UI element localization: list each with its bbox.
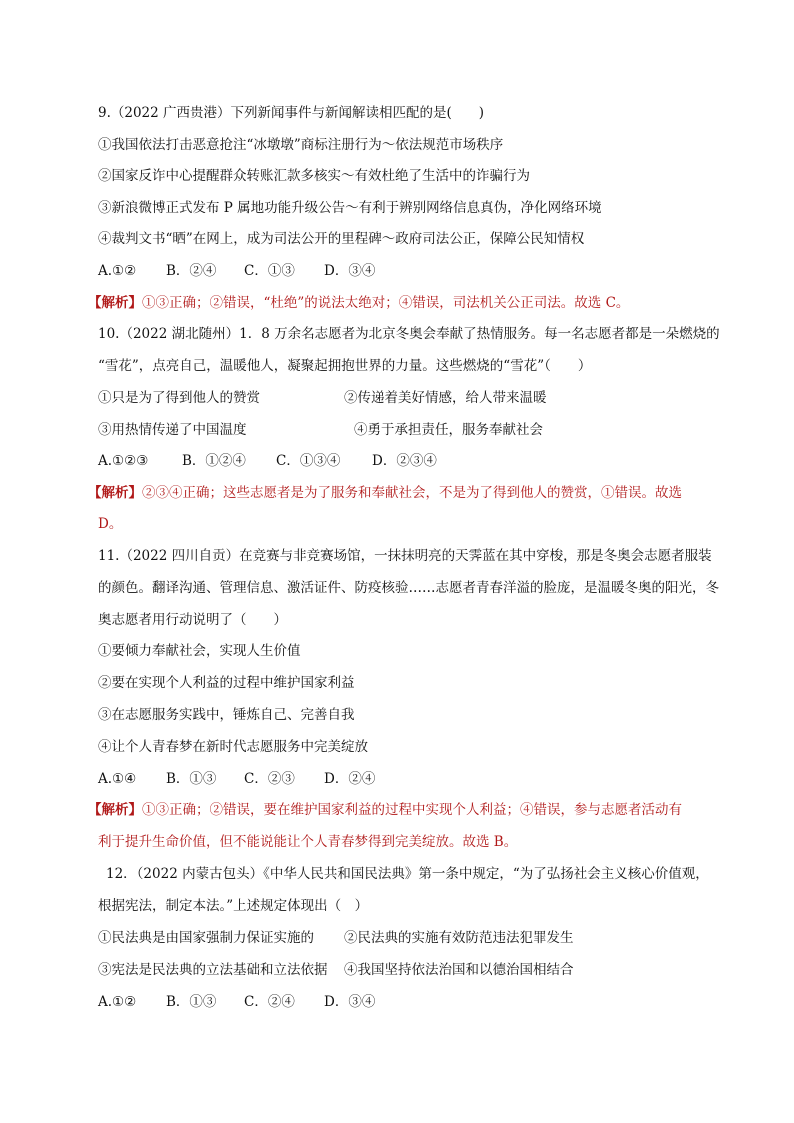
q11-item-4: ④让个人青春梦在新时代志愿服务中完美绽放 [98, 739, 368, 755]
q9-analysis [88, 294, 629, 312]
q12-option-b: B．①③ [166, 994, 217, 1010]
q12-items-row-1 [98, 929, 574, 947]
q12-option-a: A.①② [98, 994, 137, 1010]
q10-option-c: C．①③④ [276, 453, 341, 469]
q12-items-row-2 [98, 961, 574, 979]
q10-item-2: ②传递着美好情感，给人带来温暖 [344, 390, 547, 406]
q10-option-d: D．②③④ [372, 453, 437, 469]
q9-options [98, 262, 375, 280]
q10-item-3: ③用热情传递了中国温度 [98, 422, 247, 438]
q11-item-3: ③在志愿服务实践中，锤炼自己、完善自我 [98, 707, 355, 723]
q10-items-row-1 [98, 389, 547, 407]
q9-option-a: A.①② [98, 263, 137, 279]
q10-item-4: ④勇于承担责任，服务奉献社会 [354, 422, 543, 438]
q11-option-a: A.①④ [98, 771, 137, 787]
q12-options [98, 993, 375, 1011]
q9-option-c: C．①③ [244, 263, 295, 279]
q9-item-2: ②国家反诈中心提醒群众转账汇款多核实～有效杜绝了生活中的诈骗行为 [98, 168, 530, 184]
q11-stem-line-3: 奥志愿者用行动说明了（ ） [98, 612, 287, 628]
q9-option-d: D．③④ [324, 263, 376, 279]
q11-option-c: C．②③ [244, 771, 295, 787]
q10-analysis-line-2: D。 [98, 516, 123, 532]
q9-stem: 9.（2022 广西贵港）下列新闻事件与新闻解读相匹配的是( ) [98, 105, 485, 121]
q12-option-d: D．③④ [324, 994, 376, 1010]
q10-analysis-text: ②③④正确；这些志愿者是为了服务和奉献社会，不是为了得到他人的赞赏，①错误。故选 [142, 485, 682, 501]
q12-item-2: ②民法典的实施有效防范违法犯罪发生 [344, 930, 574, 946]
q11-options [98, 770, 375, 788]
q11-stem-line-2: 的颜色。翻译沟通、管理信息、激活证件、防疫核验……志愿者青春洋溢的脸庞，是温暖冬奥的阳光，冬 [98, 580, 719, 596]
q11-option-d: D．②④ [324, 771, 376, 787]
q10-stem-line-2: “雪花”，点亮自己，温暖他人，凝聚起拥抱世界的力量。这些燃烧的“雪花”（ ） [98, 358, 592, 374]
q11-analysis-text: ①③正确；②错误，要在维护国家利益的过程中实现个人利益；④错误，参与志愿者活动有 [142, 802, 682, 818]
q11-item-1: ①要倾力奉献社会，实现人生价值 [98, 643, 301, 659]
q12-item-3: ③宪法是民法典的立法基础和立法依据 [98, 962, 328, 978]
q12-item-4: ④我国坚持依法治国和以德治国相结合 [344, 962, 574, 978]
q10-analysis-tag: 【解析】 [88, 485, 142, 501]
q9-item-1: ①我国依法打击恶意抢注“冰墩墩”商标注册行为～依法规范市场秩序 [98, 137, 504, 153]
q10-item-1: ①只是为了得到他人的赞赏 [98, 390, 260, 406]
q10-option-b: B．①②④ [182, 453, 246, 469]
q9-option-b: B．②④ [166, 263, 217, 279]
q9-item-4: ④裁判文书“晒”在网上，成为司法公开的里程碑～政府司法公正，保障公民知情权 [98, 231, 585, 247]
q11-item-2: ②要在实现个人利益的过程中维护国家利益 [98, 675, 355, 691]
q12-option-c: C．②④ [244, 994, 295, 1010]
q9-analysis-tag: 【解析】 [88, 295, 142, 311]
q12-stem-line-2: 根据宪法，制定本法。”上述规定体现出（ ） [98, 898, 369, 914]
q12-stem-line-1: 12．（2022 内蒙古包头）《中华人民共和国民法典》第一条中规定，“为了弘扬社会主义核心价值观， [106, 866, 709, 882]
q10-items-row-2 [98, 421, 543, 439]
q10-option-a: A.①②③ [98, 453, 149, 469]
q10-stem-line-1: 10.（2022 湖北随州）1．8 万余名志愿者为北京冬奥会奉献了热情服务。每一名志愿者都是一朵燃烧的 [98, 326, 720, 342]
q11-analysis-line-2: 利于提升生命价值，但不能说能让个人青春梦得到完美绽放。故选 B。 [98, 834, 518, 850]
q12-item-1: ①民法典是由国家强制力保证实施的 [98, 930, 314, 946]
q10-options [98, 452, 437, 470]
q11-analysis-line-1 [88, 801, 682, 819]
q11-analysis-tag: 【解析】 [88, 802, 142, 818]
q11-option-b: B．①③ [166, 771, 217, 787]
q9-item-3: ③新浪微博正式发布 P 属地功能升级公告～有利于辨别网络信息真伪，净化网络环境 [98, 200, 602, 216]
q9-analysis-text: ①③正确；②错误，“杜绝”的说法太绝对；④错误，司法机关公正司法。故选 C。 [142, 295, 630, 311]
q10-analysis-line-1 [88, 484, 682, 502]
q11-stem-line-1: 11.（2022 四川自贡）在竞赛与非竞赛场馆，一抹抹明亮的天霁蓝在其中穿梭，那是冬奥会志愿者服装 [98, 548, 712, 564]
